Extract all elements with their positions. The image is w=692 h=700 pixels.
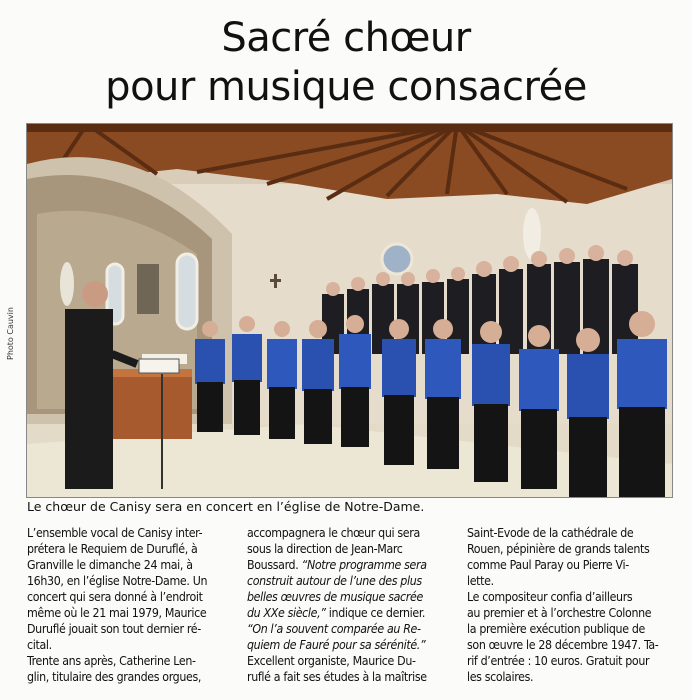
article-line: belles œuvres de musique sacrée [247, 590, 423, 604]
article-line: Le compositeur confia d’ailleurs [467, 590, 633, 604]
article-column-1 [27, 525, 239, 685]
article-line: accompagnera le chœur qui sera [247, 526, 420, 540]
article-line: comme Paul Paray ou Pierre Vi- [467, 558, 629, 572]
article-line: Rouen, pépinière de grands talents [467, 542, 650, 556]
article-line: au premier et à l’orchestre Colonne [467, 606, 652, 620]
headline-line-1: Sacré chœur [221, 15, 471, 61]
choir-photo-illustration [27, 124, 672, 497]
article-line: glin, titulaire des grandes orgues, [27, 670, 202, 684]
article-line: son œuvre le 28 décembre 1947. Ta- [467, 638, 659, 652]
article-line: Duruflé jouait son tout dernier ré- [27, 622, 201, 636]
choir-photo [26, 123, 673, 498]
article-line [247, 557, 459, 573]
article-line: concert qui sera donné à l’endroit [27, 590, 203, 604]
article-line: 16h30, en l’église Notre-Dame. Un [27, 574, 208, 588]
article-line: quiem de Fauré pour sa sérénité.” [247, 638, 426, 652]
article-quote: du XXe siècle,” [247, 606, 326, 620]
headline-line-2: pour musique consacrée [105, 64, 587, 110]
article-line: Excellent organiste, Maurice Du- [247, 654, 416, 668]
article-line: Granville le dimanche 24 mai, à [27, 558, 193, 572]
article-line [247, 605, 459, 621]
article-line: même où le 21 mai 1979, Maurice [27, 606, 207, 620]
article-line: rif d’entrée : 10 euros. Gratuit pour [467, 654, 650, 668]
article-line: cital. [27, 638, 52, 652]
article-line: Saint-Evode de la cathédrale de [467, 526, 634, 540]
article-text: indique ce dernier. [325, 606, 426, 620]
article-line: L’ensemble vocal de Canisy inter- [27, 526, 203, 540]
article-quote: “Notre programme sera [301, 558, 427, 572]
article-line: Trente ans après, Catherine Len- [27, 654, 196, 668]
article-line: lette. [467, 574, 494, 588]
article-line: sous la direction de Jean-Marc [247, 542, 403, 556]
article-line: “On l’a souvent comparée au Re- [247, 622, 421, 636]
article-line: les scolaires. [467, 670, 534, 684]
article-column-3 [467, 525, 679, 685]
article-column-2 [247, 525, 459, 685]
article-line: la première exécution publique de [467, 622, 645, 636]
photo-caption: Le chœur de Canisy sera en concert en l’église de Notre-Dame. [27, 499, 425, 514]
headline [0, 14, 692, 112]
photo-credit: Photo Cauvin [6, 307, 15, 360]
article-text: Boussard. [247, 558, 302, 572]
article-line: construit autour de l’une des plus [247, 574, 422, 588]
article-line: ruflé a fait ses études à la maîtrise [247, 670, 427, 684]
article-line: prétera le Requiem de Duruflé, à [27, 542, 198, 556]
